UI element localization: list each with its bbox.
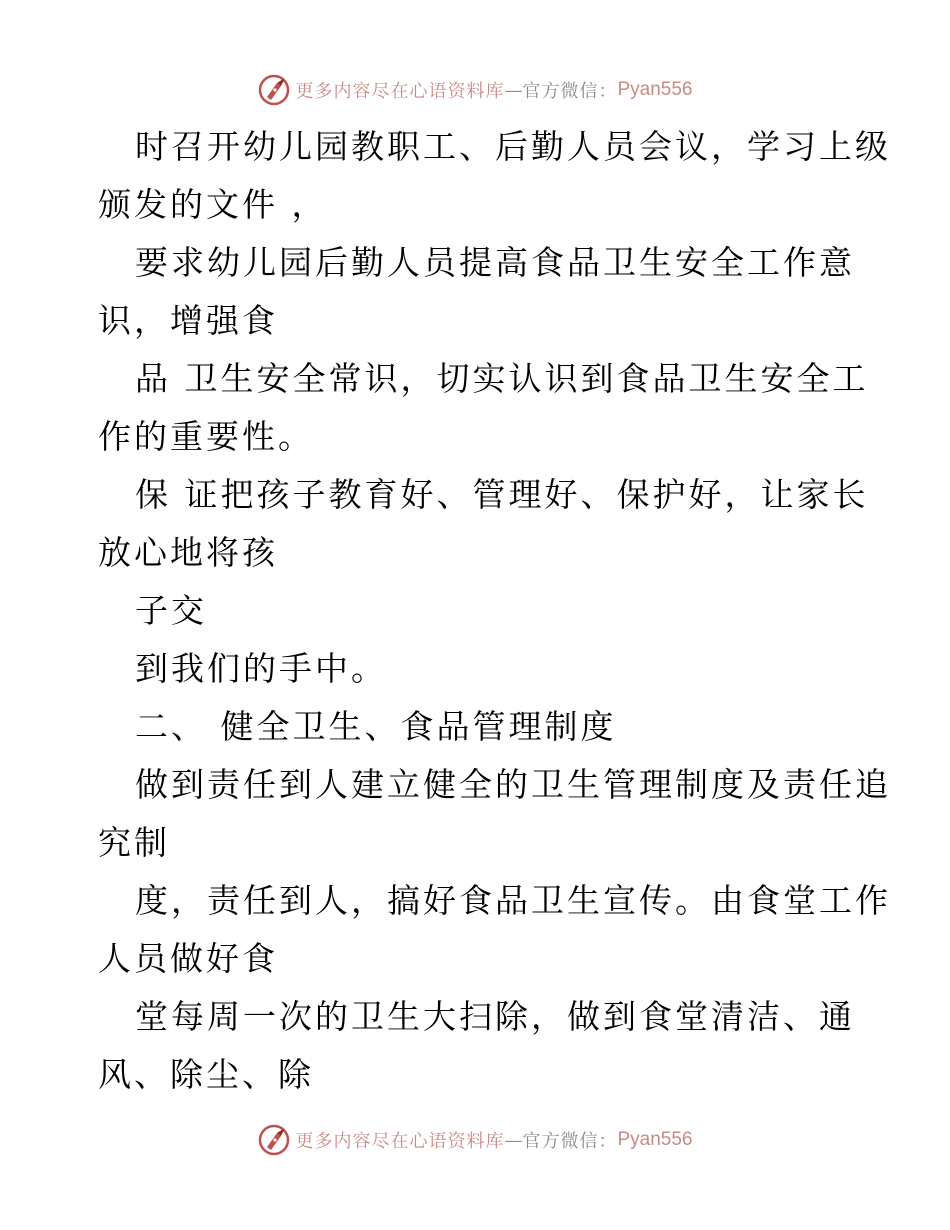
text-line: 二、 健全卫生、食品管理制度 — [135, 707, 617, 746]
text-line: 究制 — [98, 823, 170, 862]
watermark-text: 更多内容尽在心语资料库 — [295, 1131, 505, 1152]
watermark-separator: — — [504, 79, 523, 101]
text-line: 堂每周一次的卫生大扫除，做到食堂清洁、通 — [135, 997, 855, 1036]
watermark-separator: — — [504, 1129, 523, 1151]
watermark-contact-id: Pyan556 — [617, 79, 693, 100]
text-line: 放心地将孩 — [98, 533, 278, 572]
text-line: 识，增强食 — [98, 301, 278, 340]
text-line: 子交 — [135, 591, 207, 630]
text-line: 保 证把孩子教育好、管理好、保护好，让家长 — [135, 475, 869, 514]
text-line: 做到责任到人建立健全的卫生管理制度及责任追 — [135, 765, 891, 804]
pen-nib-logo-icon — [257, 73, 291, 107]
watermark-contact-id: Pyan556 — [617, 1129, 693, 1150]
watermark-text: 更多内容尽在心语资料库 — [295, 81, 505, 102]
text-line: 作的重要性。 — [98, 417, 314, 456]
text-line: 到我们的手中。 — [135, 649, 387, 688]
text-line: 时召开幼儿园教职工、后勤人员会议，学习上级 — [135, 127, 891, 166]
document-body — [98, 118, 891, 1104]
pen-nib-logo-icon — [257, 1123, 291, 1157]
watermark-contact-label: 官方微信： — [522, 1131, 618, 1152]
text-line: 颁发的文件 ， — [98, 185, 328, 224]
text-line: 风、除尘、除 — [98, 1055, 314, 1094]
footer-watermark — [0, 1120, 950, 1160]
header-watermark — [0, 70, 950, 110]
text-line: 要求幼儿园后勤人员提高食品卫生安全工作意 — [135, 243, 855, 282]
watermark-contact-label: 官方微信： — [522, 81, 618, 102]
text-line: 度，责任到人，搞好食品卫生宣传。由食堂工作 — [135, 881, 891, 920]
text-line: 人员做好食 — [98, 939, 278, 978]
text-line: 品 卫生安全常识，切实认识到食品卫生安全工 — [135, 359, 869, 398]
